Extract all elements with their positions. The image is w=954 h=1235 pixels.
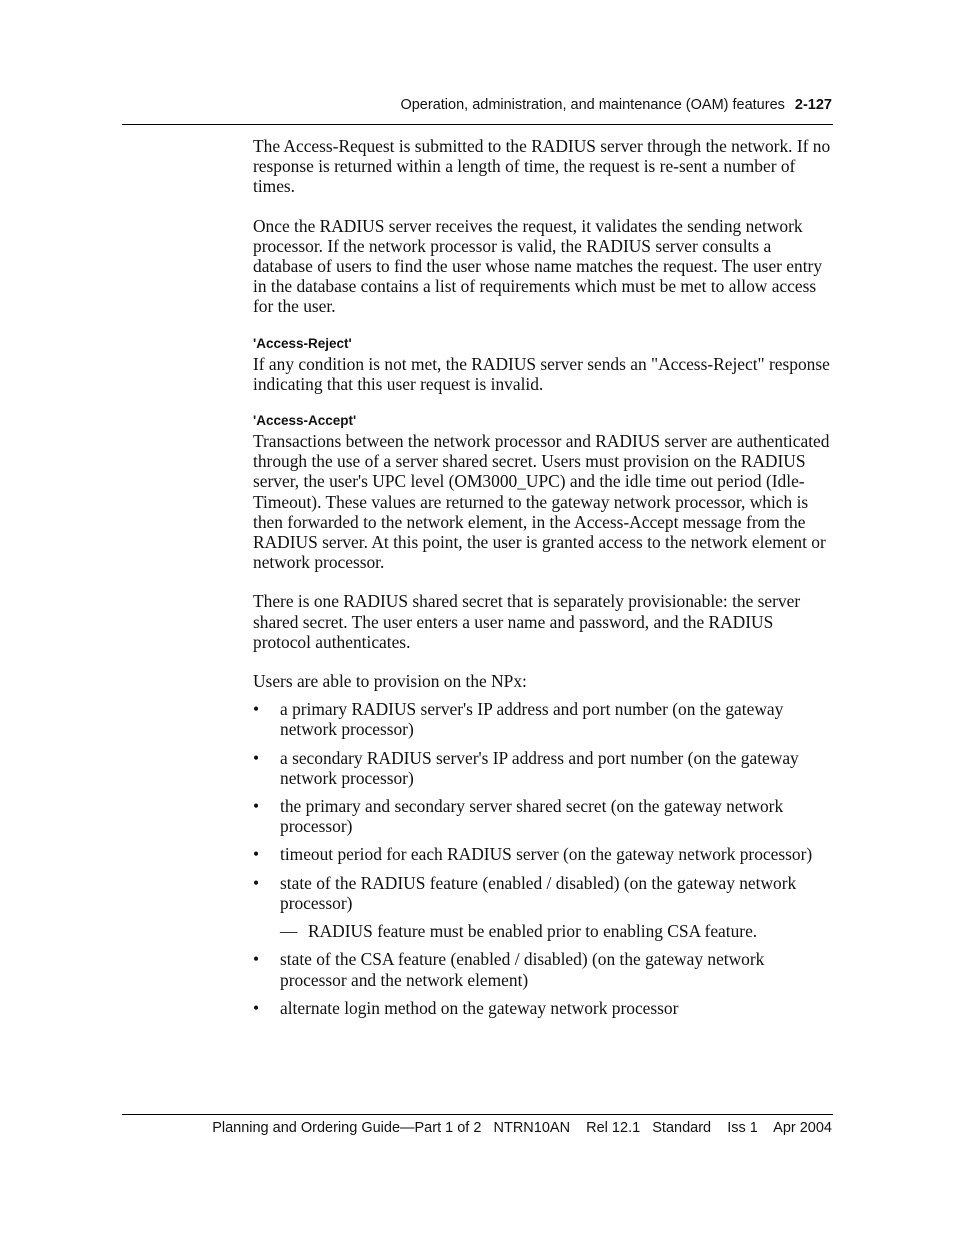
list-item-text: alternate login method on the gateway network processor (280, 997, 679, 1018)
page-body (253, 136, 833, 1026)
list-item-text: a secondary RADIUS server's IP address and port number (on the gateway network processor) (280, 747, 799, 788)
list-item (253, 998, 833, 1018)
running-header (400, 97, 832, 113)
list-item-text: state of the CSA feature (enabled / disabled) (on the gateway network processor and the network element) (280, 949, 765, 990)
dash-mark: — (280, 921, 298, 942)
paragraph-access-request: The Access-Request is submitted to the RADIUS server through the network. If no response is returned within a length of time, the request is re-sent a number of times. (253, 136, 831, 197)
list-item-text: the primary and secondary server shared secret (on the gateway network processor) (280, 796, 784, 837)
bullet-mark: • (253, 796, 260, 817)
provision-list (253, 699, 833, 1018)
subheading-access-accept: 'Access-Accept' (253, 413, 357, 429)
paragraph-provision-intro: Users are able to provision on the NPx: (253, 671, 527, 692)
bullet-mark: • (253, 997, 260, 1018)
page-number: 2-127 (794, 97, 832, 113)
bullet-mark: • (253, 699, 260, 720)
paragraph-access-accept: Transactions between the network processor and RADIUS server are authenticated through the use of a server shared secret. Users must provision on the RADIUS server, the user's UPC level (OM3000_UPC) and the idle time out period (Idle-Timeout). These values are returned to the gateway network processor, which is then forwarded to the network element, in the Access-Accept message from the RADIUS server. At this point, the user is granted access to the network element or network processor. (253, 431, 830, 573)
paragraph-access-reject: If any condition is not met, the RADIUS server sends an "Access-Reject" response indicating that this user request is invalid. (253, 353, 830, 394)
bullet-mark: • (253, 747, 260, 768)
bullet-mark: • (253, 949, 260, 970)
list-item (253, 748, 833, 788)
sub-list-item-text: RADIUS feature must be enabled prior to enabling CSA feature. (308, 921, 758, 942)
list-item-text: timeout period for each RADIUS server (on the gateway network processor) (280, 844, 813, 865)
list-item-text: a primary RADIUS server's IP address and port number (on the gateway network processor) (280, 699, 784, 740)
running-footer: Planning and Ordering Guide—Part 1 of 2 NTRN10AN Rel 12.1 Standard Iss 1 Apr 2004 (212, 1120, 832, 1136)
list-item (253, 949, 833, 989)
paragraph-shared-secret: There is one RADIUS shared secret that is separately provisionable: the server shared secret. The user enters a user name and password, and the RADIUS protocol authenticates. (253, 591, 801, 652)
list-item-text: state of the RADIUS feature (enabled / disabled) (on the gateway network processor) (280, 872, 797, 913)
footer-rule (122, 1114, 833, 1115)
subheading-access-reject: 'Access-Reject' (253, 335, 352, 351)
header-rule (122, 124, 833, 125)
paragraph-validation: Once the RADIUS server receives the request, it validates the sending network processor. If the network processor is valid, the RADIUS server consults a database of users to find the user whose name matches the request. The user entry in the database contains a list of requirements which must be met to allow access for the user. (253, 215, 823, 317)
list-item (253, 796, 833, 836)
bullet-mark: • (253, 844, 260, 865)
list-item (253, 844, 833, 864)
list-item (253, 699, 833, 739)
header-section-title: Operation, administration, and maintenance (OAM) features (400, 97, 785, 113)
list-item (253, 873, 833, 913)
bullet-mark: • (253, 872, 260, 893)
sub-list-item (253, 921, 833, 941)
